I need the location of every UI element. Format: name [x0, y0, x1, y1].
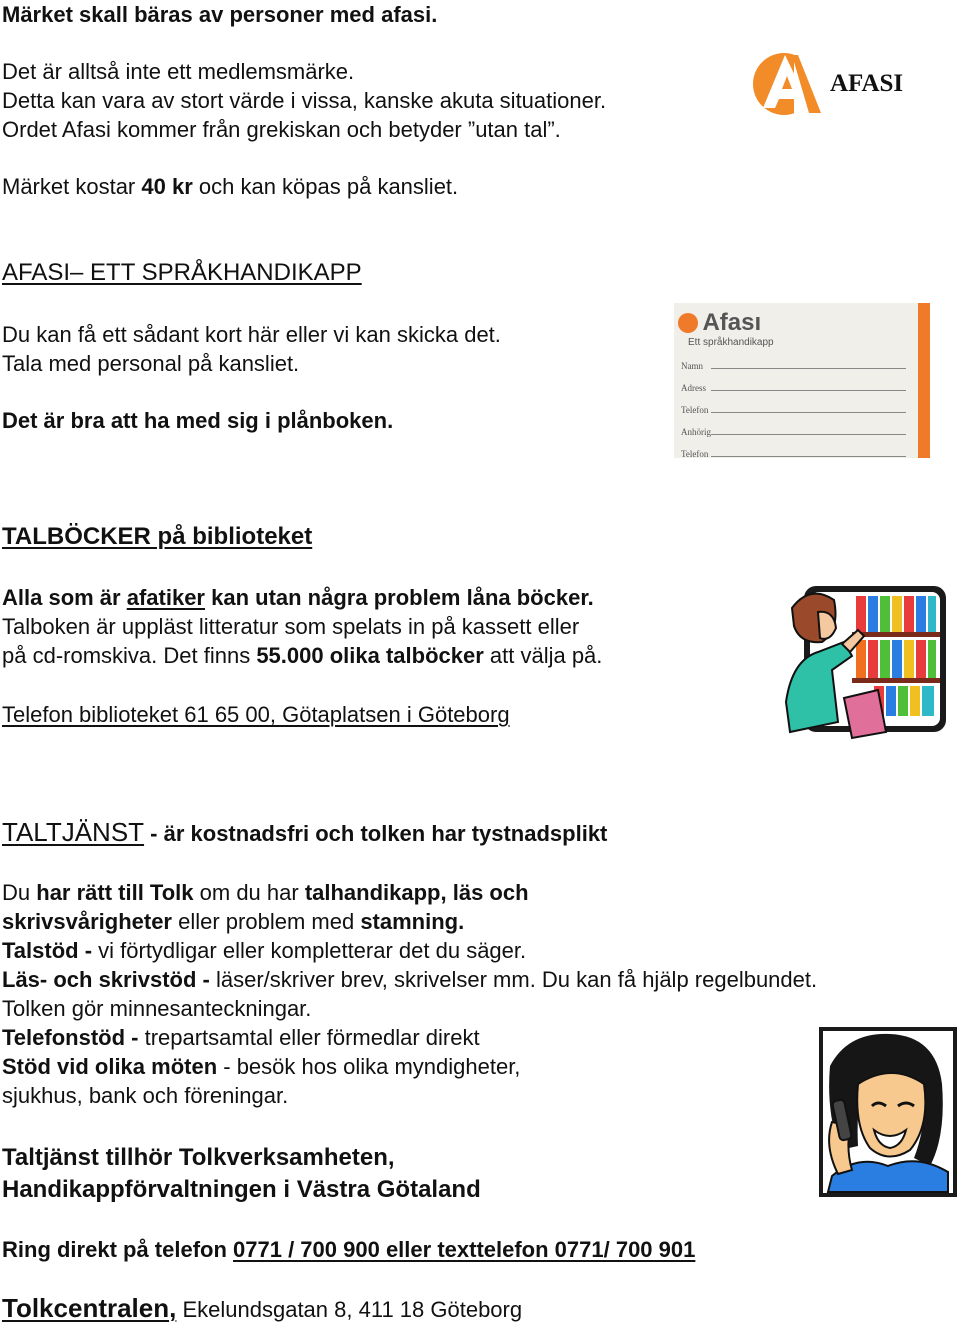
card-brand: Afası [678, 309, 761, 337]
taltjanst-heading: TALTJÄNST [2, 817, 145, 847]
phone-woman-illustration [818, 1026, 958, 1198]
taltjanst-line: Du har rätt till Tolk om du har talhandikapp, läs och [2, 880, 529, 905]
afasi-logo-mark [752, 52, 822, 116]
intro-line: Det är alltså inte ett medlemsmärke. [2, 59, 355, 84]
library-line: Alla som är afatiker kan utan några problem låna böcker. [2, 585, 594, 610]
afasi-logo-text: AFASI [830, 70, 904, 97]
card-field: Telefon [681, 449, 906, 459]
card-subtitle: Ett språkhandikapp [688, 337, 774, 348]
taltjanst-line: Läs- och skrivstöd - läser/skriver brev, skrivelser mm. Du kan få hjälp regelbundet. [2, 967, 818, 992]
taltjanst-org-line: Handikappförvaltningen i Västra Götaland [2, 1176, 481, 1203]
card-section-heading: AFASI– ETT SPRÅKHANDIKAPP [2, 259, 362, 286]
card-field: Adress [681, 383, 906, 393]
afasi-id-card [674, 303, 930, 458]
library-phone: Telefon biblioteket 61 65 00, Götaplatsen i Göteborg [2, 702, 510, 727]
taltjanst-line: sjukhus, bank och föreningar. [2, 1083, 289, 1108]
phone-numbers: 0771 / 700 900 eller texttelefon 0771/ 700 901 [233, 1237, 696, 1262]
taltjanst-org-line: Taltjänst tillhör Tolkverksamheten, [2, 1144, 395, 1171]
afasi-logo [752, 52, 922, 116]
library-line: Talboken är uppläst litteratur som spelats in på kassett eller [2, 614, 580, 639]
taltjanst-line: skrivsvårigheter eller problem med stamning. [2, 909, 465, 934]
taltjanst-line: Telefonstöd - trepartsamtal eller förmedlar direkt [2, 1025, 480, 1050]
card-field: Namn [681, 361, 906, 371]
phone-line: Ring direkt på telefon 0771 / 700 900 eller texttelefon 0771/ 700 901 [2, 1237, 696, 1262]
card-field: Anhörig [681, 427, 906, 437]
taltjanst-heading-line: TALTJÄNST - är kostnadsfri och tolken har tystnadsplikt [2, 817, 608, 847]
card-logo-icon [678, 313, 698, 333]
taltjanst-line: Tolken gör minnesanteckningar. [2, 996, 312, 1021]
tolkcentralen-name: Tolkcentralen, [2, 1293, 177, 1323]
intro-line: Detta kan vara av stort värde i vissa, kanske akuta situationer. [2, 88, 607, 113]
badge-statement: Märket skall bäras av personer med afasi. [2, 2, 438, 27]
price-line: Märket kostar 40 kr och kan köpas på kansliet. [2, 174, 459, 199]
card-section-note: Det är bra att ha med sig i plånboken. [2, 408, 394, 433]
taltjanst-line: Talstöd - vi förtydligar eller kompletterar det du säger. [2, 938, 527, 963]
card-field: Telefon [681, 405, 906, 415]
afatiker-term: afatiker [126, 585, 205, 610]
intro-line: Ordet Afasi kommer från grekiskan och betyder ”utan tal”. [2, 117, 561, 142]
library-reader-illustration [782, 582, 948, 742]
card-stripe [918, 303, 930, 458]
library-heading: TALBÖCKER på biblioteket [2, 523, 313, 550]
card-section-line: Du kan få ett sådant kort här eller vi kan skicka det. [2, 322, 501, 347]
price-value: 40 kr [141, 174, 193, 199]
address-line: Tolkcentralen, Ekelundsgatan 8, 411 18 Göteborg [2, 1293, 523, 1323]
taltjanst-line: Stöd vid olika möten - besök hos olika myndigheter, [2, 1054, 521, 1079]
library-line: på cd-romskiva. Det finns 55.000 olika talböcker att välja på. [2, 643, 603, 668]
card-section-line: Tala med personal på kansliet. [2, 351, 300, 376]
